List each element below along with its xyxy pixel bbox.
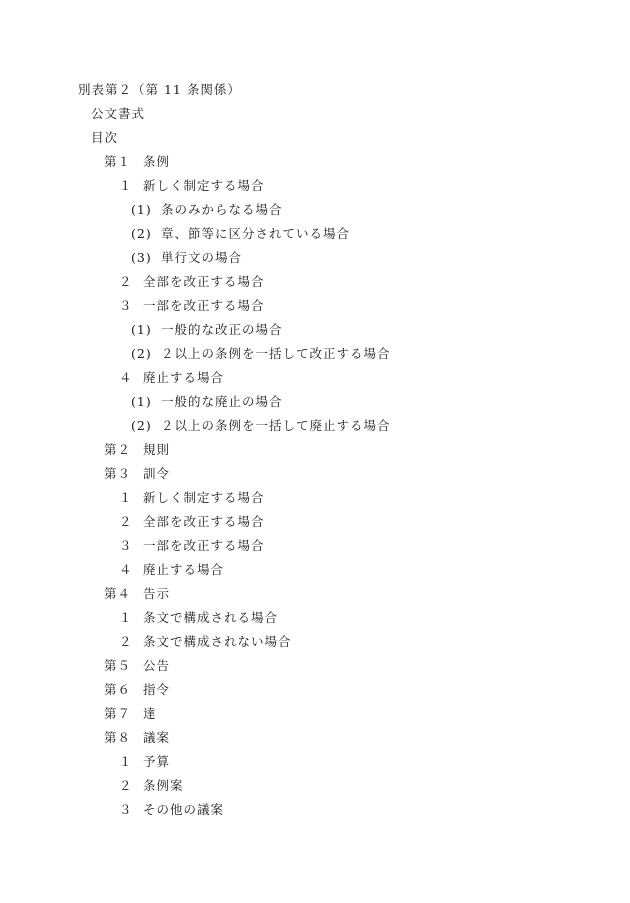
heading-text: 別表第２（第 11 条関係）	[78, 82, 241, 97]
toc-entry-number: ２	[119, 778, 133, 793]
toc-entry-label: 新しく制定する場合	[143, 178, 265, 193]
toc-entry-label: 議案	[143, 730, 171, 745]
toc-entry-number: ２	[119, 634, 133, 649]
toc-entry-number: (2)	[131, 226, 152, 241]
toc-entry	[104, 730, 170, 746]
toc-entry	[104, 586, 170, 602]
toc-entry-label: 一部を改正する場合	[143, 538, 265, 553]
toc-entry	[131, 394, 283, 410]
toc-entry-label: 単行文の場合	[161, 250, 243, 265]
toc-entry-label: 条文で構成されない場合	[143, 634, 292, 649]
toc-entry-label: 公告	[143, 658, 171, 673]
toc-entry-number: ２	[119, 274, 133, 289]
document-subtitle	[91, 106, 145, 122]
toc-entry	[104, 682, 170, 698]
toc-entry-number: １	[119, 490, 133, 505]
toc-entry-number: １	[119, 754, 133, 769]
toc-entry-label: その他の議案	[143, 802, 225, 817]
toc-entry-number: (2)	[131, 346, 152, 361]
toc-entry-label: 条例	[143, 154, 171, 169]
toc-entry-number: ４	[119, 562, 133, 577]
toc-entry	[131, 202, 283, 218]
toc-entry-number: ３	[119, 298, 133, 313]
toc-entry	[104, 706, 157, 722]
toc-entry	[119, 610, 278, 626]
toc-entry-label: ２以上の条例を一括して廃止する場合	[161, 418, 391, 433]
toc-entry	[119, 562, 224, 578]
toc-entry	[104, 442, 170, 458]
document-heading	[78, 82, 241, 98]
toc-entry	[131, 250, 242, 266]
toc-entry	[119, 778, 184, 794]
toc-entry-label: ２以上の条例を一括して改正する場合	[161, 346, 391, 361]
toc-entry	[104, 154, 170, 170]
toc-entry	[119, 178, 265, 194]
toc-entry	[119, 370, 224, 386]
toc-entry-label: 達	[143, 706, 157, 721]
toc-entry	[119, 490, 265, 506]
toc-entry-number: (1)	[131, 394, 152, 409]
toc-entry	[131, 418, 391, 434]
toc-entry-number: ３	[119, 802, 133, 817]
toc-entry-label: 全部を改正する場合	[143, 514, 265, 529]
toc-entry-label: 廃止する場合	[143, 562, 225, 577]
toc-entry-label: 章、節等に区分されている場合	[161, 226, 351, 241]
toc-entry-label: 予算	[143, 754, 171, 769]
toc-entry-label: 新しく制定する場合	[143, 490, 265, 505]
toc-entry-label: 条のみからなる場合	[161, 202, 283, 217]
toc-entry-number: (3)	[131, 250, 152, 265]
toc-entry-number: ４	[119, 370, 133, 385]
toc-entry-label: 一般的な廃止の場合	[161, 394, 283, 409]
toc-entry	[119, 538, 265, 554]
toc-entry-number: 第４	[104, 586, 132, 601]
toc-entry-number: (2)	[131, 418, 152, 433]
toc-entry	[104, 658, 170, 674]
toc-entry-number: 第１	[104, 154, 132, 169]
toc-entry-label: 訓令	[143, 466, 171, 481]
toc-entry-number: ２	[119, 514, 133, 529]
toc-entry	[104, 466, 170, 482]
toc-entry-label: 廃止する場合	[143, 370, 225, 385]
toc-entry-number: １	[119, 178, 133, 193]
toc-entry-label: 規則	[143, 442, 171, 457]
toc-entry-label: 告示	[143, 586, 171, 601]
toc-entry-number: 第７	[104, 706, 132, 721]
toc-entry-number: (1)	[131, 322, 152, 337]
toc-entry	[119, 754, 170, 770]
toc-title-text: 目次	[91, 130, 119, 145]
toc-entry-label: 一般的な改正の場合	[161, 322, 283, 337]
toc-entry-label: 条文で構成される場合	[143, 610, 279, 625]
toc-entry	[119, 634, 292, 650]
toc-entry	[131, 322, 283, 338]
toc-entry	[119, 802, 224, 818]
subtitle-text: 公文書式	[91, 106, 146, 121]
toc-entry-number: 第６	[104, 682, 132, 697]
toc-entry	[131, 346, 391, 362]
toc-entry-number: 第２	[104, 442, 132, 457]
toc-entry	[131, 226, 350, 242]
toc-entry-number: (1)	[131, 202, 152, 217]
toc-entry-label: 一部を改正する場合	[143, 298, 265, 313]
toc-entry-number: １	[119, 610, 133, 625]
toc-entry-label: 条例案	[143, 778, 184, 793]
toc-entry-number: 第８	[104, 730, 132, 745]
toc-entry-number: 第３	[104, 466, 132, 481]
toc-entry-label: 指令	[143, 682, 171, 697]
toc-entry-label: 全部を改正する場合	[143, 274, 265, 289]
toc-entry	[119, 274, 265, 290]
toc-title	[91, 130, 118, 146]
toc-entry-number: ３	[119, 538, 133, 553]
toc-entry	[119, 298, 265, 314]
toc-entry-number: 第５	[104, 658, 132, 673]
toc-entry	[119, 514, 265, 530]
